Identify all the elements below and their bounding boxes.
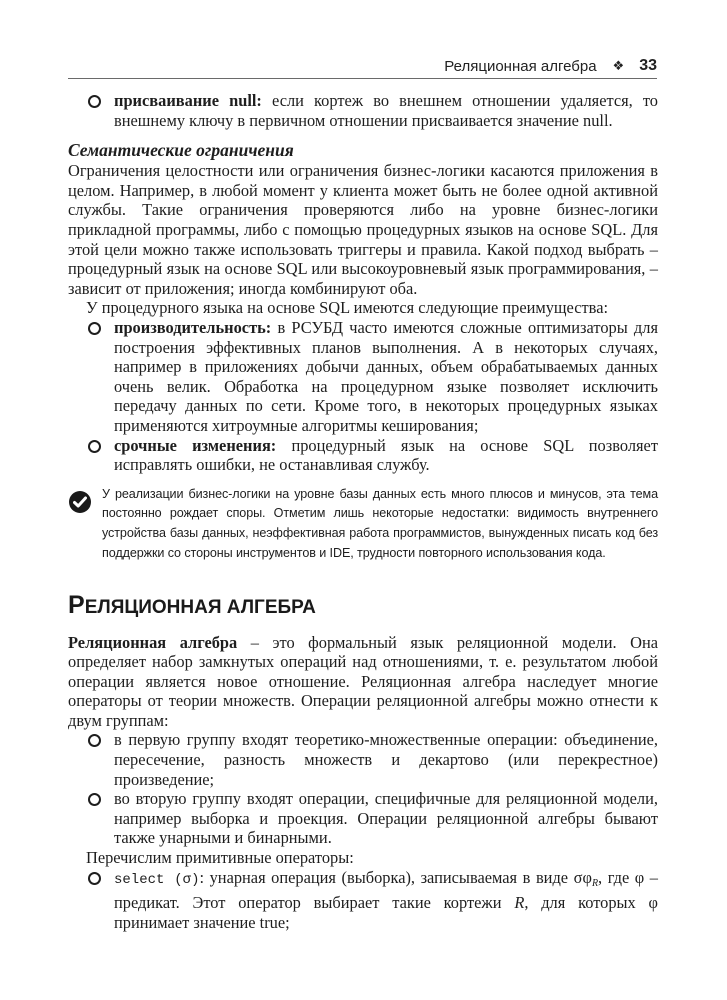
- bullet-text: во вторую группу входят операции, специфичные для реляционной модели, например выборка и проекция. Операции реляционной алгебры бывают также унарными и бинарными.: [114, 789, 658, 848]
- running-header: [68, 54, 657, 78]
- bullet-text: , для которых φ принимает значение true;: [114, 893, 658, 932]
- paragraph-primitives-intro: Перечислим примитивные операторы:: [86, 848, 354, 868]
- bullet-term: присваивание null:: [114, 91, 262, 110]
- tip-note-text: У реализации бизнес-логики на уровне базы данных есть много плюсов и минусов, эта тема постоянно рождает споры. Отметим лишь некоторые недостатки: видимость внутреннего устройства базы данных, неэффективная работа программистов, вынужденных писать код без поддержки со стороны инструментов и IDE, трудности повторного использования кода.: [102, 486, 658, 560]
- bullet-item-urgent-changes: [68, 436, 658, 475]
- bullet-item-null-assignment: [68, 91, 658, 130]
- circle-bullet-icon: [88, 734, 101, 747]
- circle-bullet-icon: [88, 95, 101, 108]
- defined-term: Реляционная алгебра: [68, 632, 238, 652]
- bullet-text: в РСУБД часто имеются сложные оптимизаторы для построения эффективных планов выполнения. А в некоторых случаях, например в приложениях добычи данных, объем обрабатываемых данных очень велик. Обработка на процедурном языке позволяет исключить передачу данных по сети. Кроме того, в некоторых процедурных языках применяются хитроумные алгоритмы кеширования;: [114, 317, 658, 435]
- header-rule: [68, 78, 657, 79]
- bullet-text: процедурный язык на основе SQL позволяет исправлять ошибки, не останавливая службу.: [114, 435, 658, 475]
- page-content: [68, 91, 658, 932]
- bullet-item-group-2: [68, 789, 658, 848]
- diamond-ornament-icon: ❖: [612, 58, 624, 73]
- heading-rest: ЕЛЯЦИОННАЯ АЛГЕБРА: [84, 596, 316, 618]
- paragraph-relational-algebra-intro: [68, 633, 658, 731]
- bullet-item-group-1: [68, 730, 658, 789]
- circle-bullet-icon: [88, 793, 101, 806]
- paragraph-semantic: Ограничения целостности или ограничения бизнес-логики касаются приложения в целом. Например, в любой момент у клиента может быть не более одной активной службы. Такие ограничения проверяются либо на уровне бизнес-логики прикладной программы, либо с помощью процедурных языков на основе SQL. Для этой цели можно также использовать триггеры и правила. Какой подход выбрать – процедурный язык на основе SQL или высокоуровневый язык программирования, – зависит от приложения; иногда комбинируют оба.: [68, 161, 658, 298]
- intro-text: – это формальный язык реляционной модели. Она определяет набор замкнутых операций над отношениями, т. е. результатом любой операции является новое отношение. Реляционная алгебра наследует многие операторы от теории множеств. Операции реляционной алгебры можно отнести к двум группам:: [68, 632, 658, 730]
- tip-note: [68, 485, 658, 564]
- bullet-item-performance: [68, 318, 658, 436]
- bullet-text: если кортеж во внешнем отношении удаляется, то внешнему ключу в первичном отношении присваивается значение null.: [114, 91, 659, 130]
- page-number: 33: [639, 57, 657, 74]
- paragraph-advantages-intro: У процедурного языка на основе SQL имеются следующие преимущества:: [86, 298, 609, 318]
- subscript-r: R: [591, 877, 599, 889]
- section-heading-relational-algebra: [68, 590, 658, 623]
- circle-bullet-icon: [88, 322, 101, 335]
- bullet-text: в первую группу входят теоретико-множественные операции: объединение, пересечение, разность множеств и декартово (или перекрестное) произведение;: [114, 730, 658, 789]
- bullet-text: : унарная операция (выборка), записываемая в виде σφ: [199, 867, 592, 887]
- circle-bullet-icon: [88, 872, 101, 885]
- running-header-title: Реляционная алгебра: [444, 57, 597, 75]
- bullet-text: , где φ – предикат. Этот оператор выбирает такие кортежи: [114, 867, 658, 913]
- variable-r: R: [514, 893, 525, 913]
- heading-initial: Р: [68, 590, 85, 619]
- code-select: select (σ): [114, 871, 200, 888]
- check-circle-icon: [69, 491, 91, 513]
- bullet-term: срочные изменения:: [114, 435, 277, 455]
- bullet-item-select: [68, 868, 658, 933]
- bullet-term: производительность:: [114, 317, 272, 337]
- circle-bullet-icon: [88, 440, 101, 453]
- subheading-semantic-constraints: Семантические ограничения: [68, 140, 294, 161]
